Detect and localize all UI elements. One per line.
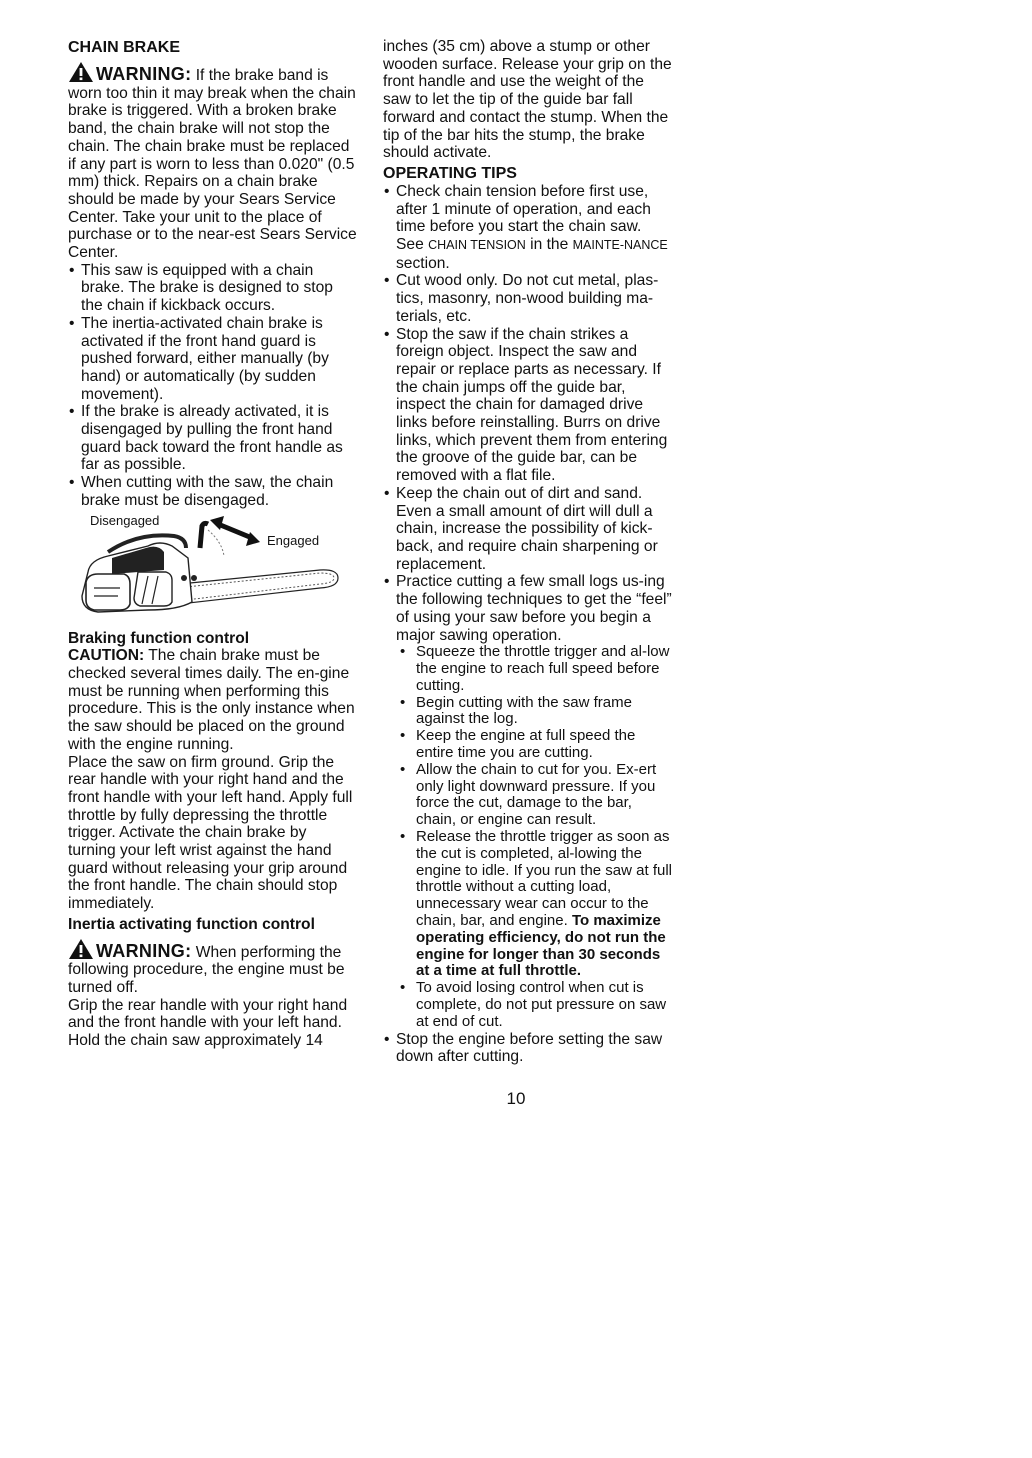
- list-item: • Keep the chain out of dirt and sand. Even a small amount of dirt will dull a chain, increase the possibility of kick-back, and require chain sharpening or replacement.: [383, 485, 673, 574]
- left-column: [68, 38, 358, 1050]
- warning-label: WARNING:: [96, 940, 192, 961]
- chain-brake-illustration: [68, 512, 358, 626]
- chain-brake-heading: CHAIN BRAKE: [68, 39, 180, 56]
- warning-label: WARNING:: [96, 64, 192, 84]
- warning-triangle-icon: [68, 61, 94, 83]
- list-item: • The inertia-activated chain brake is activated if the front hand guard is pushed forward, either manually (by hand) or automatically (by sudden movement).: [68, 315, 358, 404]
- inertia-paragraph: Grip the rear handle with your right hand and the front handle with your left hand. Hold the chain saw approximately 14: [68, 996, 348, 1050]
- final-tip-list: [383, 1031, 673, 1066]
- list-item: • Practice cutting a few small logs us-ing the following techniques to get the “feel” of using your saw before you begin a major sawing operation.: [383, 573, 673, 644]
- chain-brake-bullets: [68, 262, 358, 510]
- list-item: • When cutting with the saw, the chain brake must be disengaged.: [68, 474, 358, 509]
- tip-reference: CHAIN TENSION: [428, 238, 526, 253]
- engaged-label: Engaged: [267, 532, 320, 548]
- caution-label: CAUTION:: [68, 647, 145, 665]
- list-item: • This saw is equipped with a chain brake. The brake is designed to stop the chain if kickback occurs.: [68, 262, 358, 315]
- caution-paragraph: [68, 647, 358, 753]
- operating-tips-heading: OPERATING TIPS: [383, 164, 517, 182]
- list-item: • Stop the saw if the chain strikes a foreign object. Inspect the saw and repair or replace parts as necessary. If the chain jumps off the guide bar, inspect the chain for damaged drive links before reinstalling. Burrs on drive links, which prevent them from entering the groove of the guide bar, can be removed with a flat file.: [383, 326, 673, 485]
- disengaged-label: Disengaged: [90, 512, 160, 528]
- list-item: • To avoid losing control when cut is complete, do not put pressure on saw at end of cut.: [383, 980, 673, 1030]
- tip-text: Release the throttle trigger as soon as the cut is completed, al-lowing the engine to idle. If you run the saw at full throttle without a cutting load, unnecessary wear can occur to the chain, bar, and engine.: [416, 827, 672, 929]
- list-item: [383, 183, 673, 273]
- list-item: • Keep the engine at full speed the entire time you are cutting.: [383, 728, 673, 762]
- continued-paragraph: inches (35 cm) above a stump or other wooden surface. Release your grip on the front handle and use the weight of the saw to let the tip of the guide bar fall forward and contact the stump. When the tip of the bar hits the stump, the brake should activate.: [383, 38, 672, 162]
- braking-heading: Braking function control: [68, 629, 250, 647]
- inertia-heading: Inertia activating function control: [68, 915, 315, 933]
- tip-emphasis: To maximize operating efficiency, do not run the engine for longer than 30 seconds at a time at full throttle.: [416, 911, 666, 980]
- warning-paragraph-1: [68, 61, 358, 262]
- list-item: • If the brake is already activated, it is disengaged by pulling the front hand guard back toward the front handle as far as possible.: [68, 403, 358, 474]
- page-number: 10: [506, 1089, 526, 1108]
- tip-text: Check chain tension before first use, after 1 minute of operation, and each time before you start the chain saw. See: [396, 182, 651, 254]
- braking-paragraph: Place the saw on firm ground. Grip the rear handle with your right hand and the front handle with your left hand. Apply full throttle by fully depressing the throttle trigger. Activate the chain brake by turning your left wrist against the hand guard without releasing your grip around the front handle. The chain should stop immediately.: [68, 753, 353, 913]
- tip-text: in the: [525, 236, 573, 254]
- tip-text: section.: [396, 254, 450, 272]
- list-item: [383, 829, 673, 980]
- warning-text: If the brake band is worn too thin it may break when the chain brake is triggered. With a broken brake band, the chain brake will not stop the chain. The chain brake must be replaced if any part is worn to less than 0.020" (0.5 mm) thick. Repairs on a chain brake should be made by your Sears Service Center. Take your unit to the place of purchase or to the near-est Sears Service Center.: [68, 67, 357, 262]
- right-column: [383, 38, 673, 1066]
- list-item: • Squeeze the throttle trigger and al-low the engine to reach full speed before cutting.: [383, 644, 673, 694]
- list-item: • Begin cutting with the saw frame against the log.: [383, 695, 673, 729]
- caution-text: The chain brake must be checked several times daily. The en-gine must be running when performing this procedure. This is the only instance when the saw should be placed on the ground with the engine running.: [68, 647, 355, 753]
- list-item: • Stop the engine before setting the saw down after cutting.: [383, 1031, 673, 1066]
- cutting-techniques-list: [383, 644, 673, 1030]
- tip-reference: MAINTE-NANCE: [572, 238, 668, 253]
- list-item: • Allow the chain to cut for you. Ex-ert only light downward pressure. If you force the cut, damage to the bar, chain, or engine can result.: [383, 762, 673, 829]
- warning-paragraph-2: [68, 938, 358, 997]
- operating-tips-list: [383, 183, 673, 644]
- warning-text: When performing the following procedure, the engine must be turned off.: [68, 943, 345, 996]
- warning-triangle-icon: [68, 938, 94, 960]
- list-item: • Cut wood only. Do not cut metal, plas-tics, masonry, non-wood building ma-terials, etc.: [383, 272, 673, 325]
